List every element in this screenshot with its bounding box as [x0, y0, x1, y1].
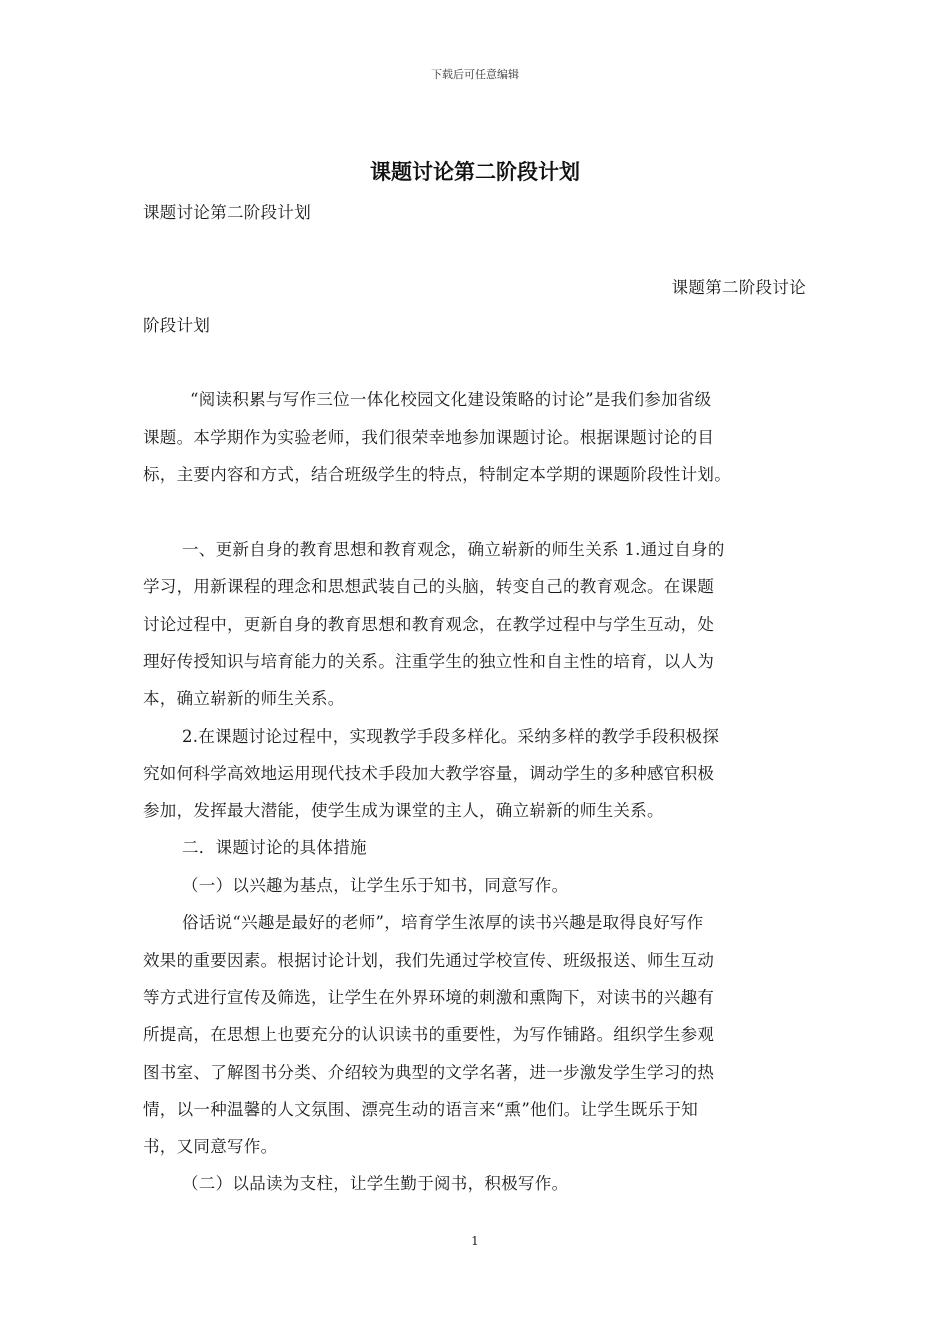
right-aligned-heading: 课题第二阶段讨论: [671, 278, 806, 297]
subsection-one-line-6: 情，以一种温馨的人文氛围、漂亮生动的语言来“熏”他们。让学生既乐于知: [143, 1100, 699, 1119]
point-two-line-3: 参加，发挥最大潜能，使学生成为课堂的主人，确立崭新的师生关系。: [143, 801, 664, 820]
paragraph-intro-line-1: “阅读积累与写作三位一体化校园文化建设策略的讨论”是我们参加省级: [190, 390, 712, 409]
section-two-heading: 二．课题讨论的具体措施: [182, 838, 367, 857]
paragraph-intro-line-2: 课题。本学期作为实验老师，我们很荣幸地参加课题讨论。根据课题讨论的目: [143, 428, 715, 447]
subtitle-line: 课题讨论第二阶段计划: [143, 203, 311, 222]
subsection-one-line-5: 图书室、了解图书分类、介绍较为典型的文学名著，进一步激发学生学习的热: [143, 1063, 715, 1082]
subsection-one-line-4: 所提高，在思想上也要充分的认识读书的重要性，为写作铺路。组织学生参观: [143, 1025, 715, 1044]
section-one-line-3: 讨论过程中，更新自身的教育思想和教育观念，在教学过程中与学生互动，处: [143, 615, 715, 634]
subsection-one-line-7: 书，又同意写作。: [143, 1137, 278, 1156]
section-one-line-1: 一、更新自身的教育思想和教育观念，确立崭新的师生关系 1.通过自身的: [182, 540, 725, 559]
section-one-line-4: 理好传授知识与培育能力的关系。注重学生的独立性和自主性的培育，以人为: [143, 652, 715, 671]
point-two-line-1: 2.在课题讨论过程中，实现教学手段多样化。采纳多样的教学手段积极探: [182, 727, 720, 746]
point-two-line-2: 究如何科学高效地运用现代技术手段加大教学容量，调动学生的多种感官积极: [143, 764, 715, 783]
subsection-one-line-1: 俗话说“兴趣是最好的老师”，培育学生浓厚的读书兴趣是取得良好写作: [182, 913, 704, 932]
subsection-two-heading: （二）以品读为支柱，让学生勤于阅书，积极写作。: [182, 1174, 569, 1193]
document-title: 课题讨论第二阶段计划: [370, 159, 580, 184]
plan-heading: 阶段计划: [143, 316, 211, 335]
paragraph-intro-line-3: 标，主要内容和方式，结合班级学生的特点，特制定本学期的课题阶段性计划。: [143, 465, 731, 484]
subsection-one-line-3: 等方式进行宣传及筛选，让学生在外界环境的刺激和熏陶下，对读书的兴趣有: [143, 988, 715, 1007]
subsection-one-line-2: 效果的重要因素。根据讨论计划，我们先通过学校宣传、班级报送、师生互动: [143, 951, 715, 970]
section-one-line-5: 本，确立崭新的师生关系。: [143, 689, 345, 708]
page-number: 1: [471, 1234, 479, 1248]
section-one-line-2: 学习，用新课程的理念和思想武装自己的头脑，转变自己的教育观念。在课题: [143, 577, 715, 596]
subsection-one-heading: （一）以兴趣为基点，让学生乐于知书，同意写作。: [182, 876, 569, 895]
page-header-note: 下载后可任意编辑: [431, 68, 519, 81]
